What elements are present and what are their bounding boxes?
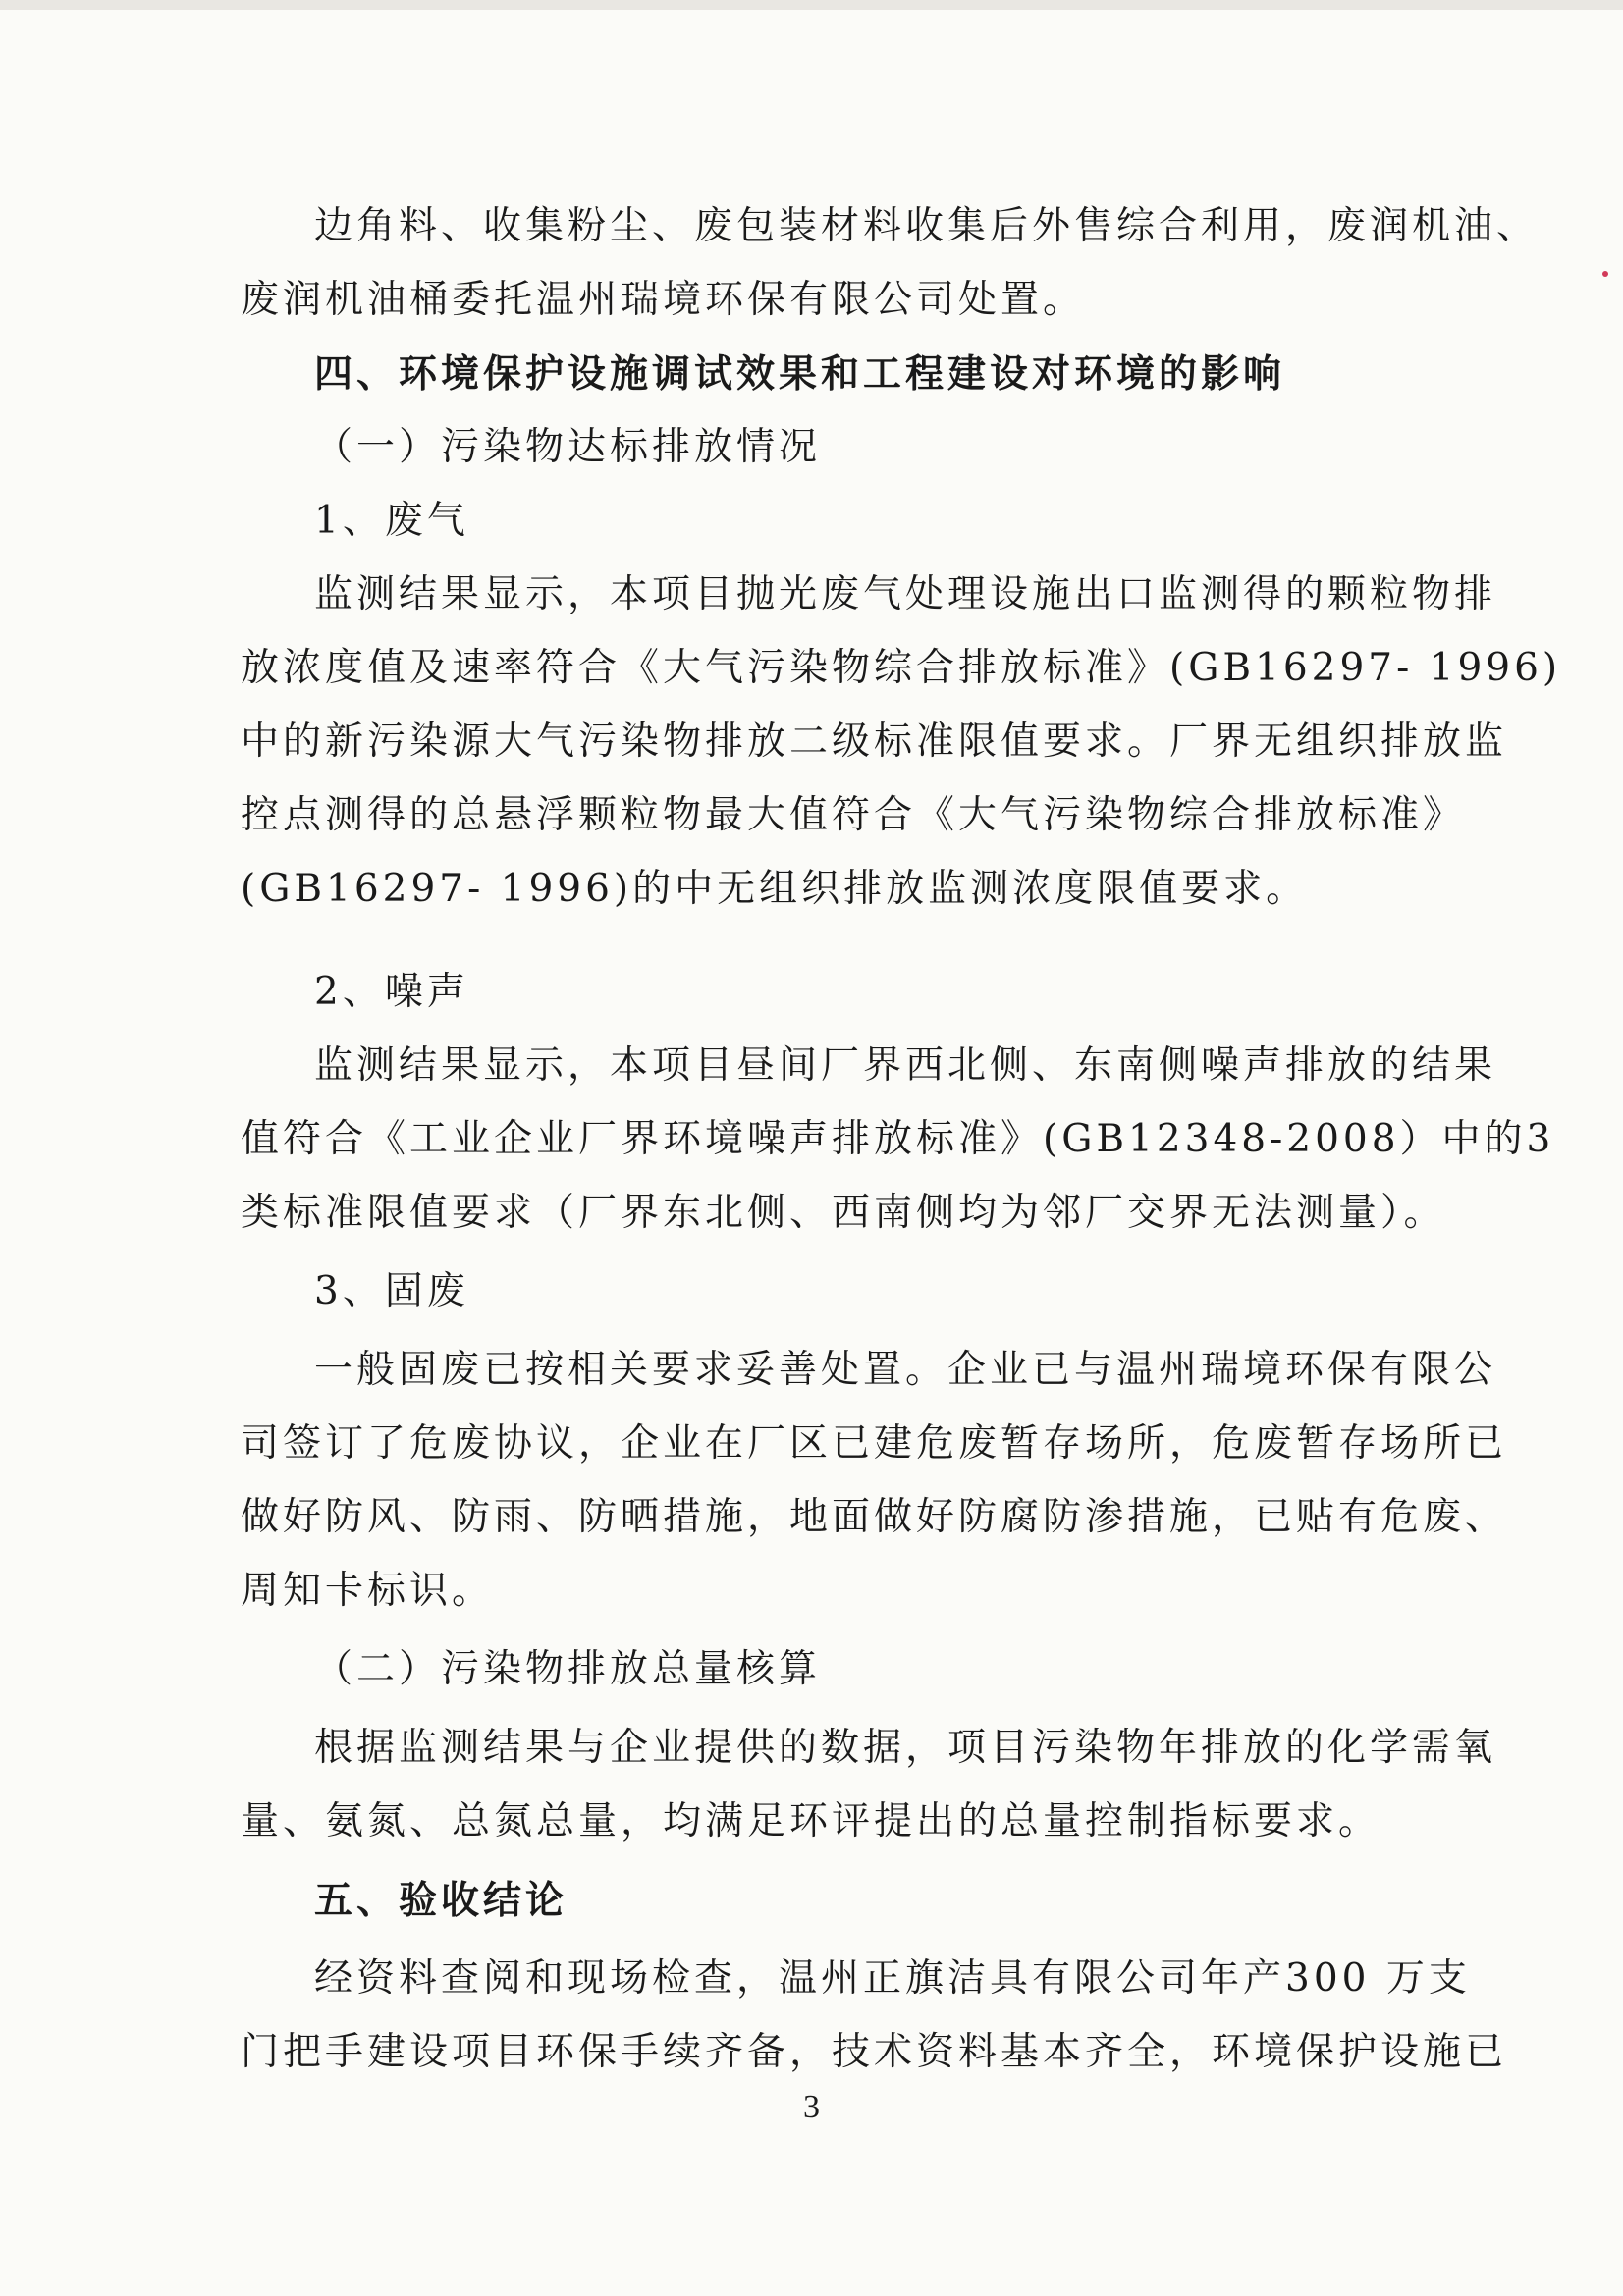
item-heading: 1、废气 — [314, 499, 469, 543]
paragraph-line: 值符合《工业企业厂界环境噪声排放标准》(GB12348-2008）中的3 — [241, 1117, 1555, 1161]
paragraph-line: 中的新污染源大气污染物排放二级标准限值要求。厂界无组织排放监 — [241, 720, 1508, 764]
paragraph-line: 边角料、收集粉尘、废包装材料收集后外售综合利用，废润机油、 — [314, 204, 1540, 248]
paragraph-line: 监测结果显示，本项目抛光废气处理设施出口监测得的颗粒物排 — [314, 572, 1497, 616]
paragraph-line: 经资料查阅和现场检查，温州正旗洁具有限公司年产300 万支 — [314, 1956, 1471, 2001]
page-number: 3 — [803, 2089, 820, 2125]
scan-mark — [1602, 271, 1608, 277]
paragraph-line: 司签订了危废协议，企业在厂区已建危废暂存场所，危废暂存场所已 — [241, 1421, 1508, 1466]
paragraph-line: 根据监测结果与企业提供的数据，项目污染物年排放的化学需氧 — [314, 1726, 1497, 1770]
paragraph-line: 周知卡标识。 — [241, 1569, 495, 1613]
item-heading: 2、噪声 — [314, 970, 469, 1014]
subsection-heading: （二）污染物排放总量核算 — [314, 1647, 822, 1691]
item-heading: 3、固废 — [314, 1269, 469, 1313]
paragraph-line: 做好防风、防雨、防晒措施，地面做好防腐防渗措施，已贴有危废、 — [241, 1495, 1508, 1539]
section-heading: 五、验收结论 — [314, 1878, 568, 1923]
paragraph-line: 放浓度值及速率符合《大气污染物综合排放标准》(GB16297- 1996) — [241, 646, 1562, 690]
paragraph-line: 控点测得的总悬浮颗粒物最大值符合《大气污染物综合排放标准》 — [241, 793, 1466, 837]
paragraph-line: 量、氨氮、总氮总量，均满足环评提出的总量控制指标要求。 — [241, 1799, 1381, 1843]
paragraph-line: 废润机油桶委托温州瑞境环保有限公司处置。 — [241, 278, 1086, 322]
paragraph-line: 监测结果显示，本项目昼间厂界西北侧、东南侧噪声排放的结果 — [314, 1043, 1497, 1088]
section-heading: 四、环境保护设施调试效果和工程建设对环境的影响 — [314, 351, 1286, 397]
scan-edge — [0, 0, 1623, 10]
paragraph-line: (GB16297- 1996)的中无组织排放监测浓度限值要求。 — [241, 867, 1309, 911]
paragraph-line: 一般固废已按相关要求妥善处置。企业已与温州瑞境环保有限公 — [314, 1348, 1497, 1392]
paragraph-line: 类标准限值要求（厂界东北侧、西南侧均为邻厂交界无法测量）。 — [241, 1191, 1446, 1235]
subsection-heading: （一）污染物达标排放情况 — [314, 425, 822, 469]
paragraph-line: 门把手建设项目环保手续齐备，技术资料基本齐全，环境保护设施已 — [241, 2030, 1508, 2074]
